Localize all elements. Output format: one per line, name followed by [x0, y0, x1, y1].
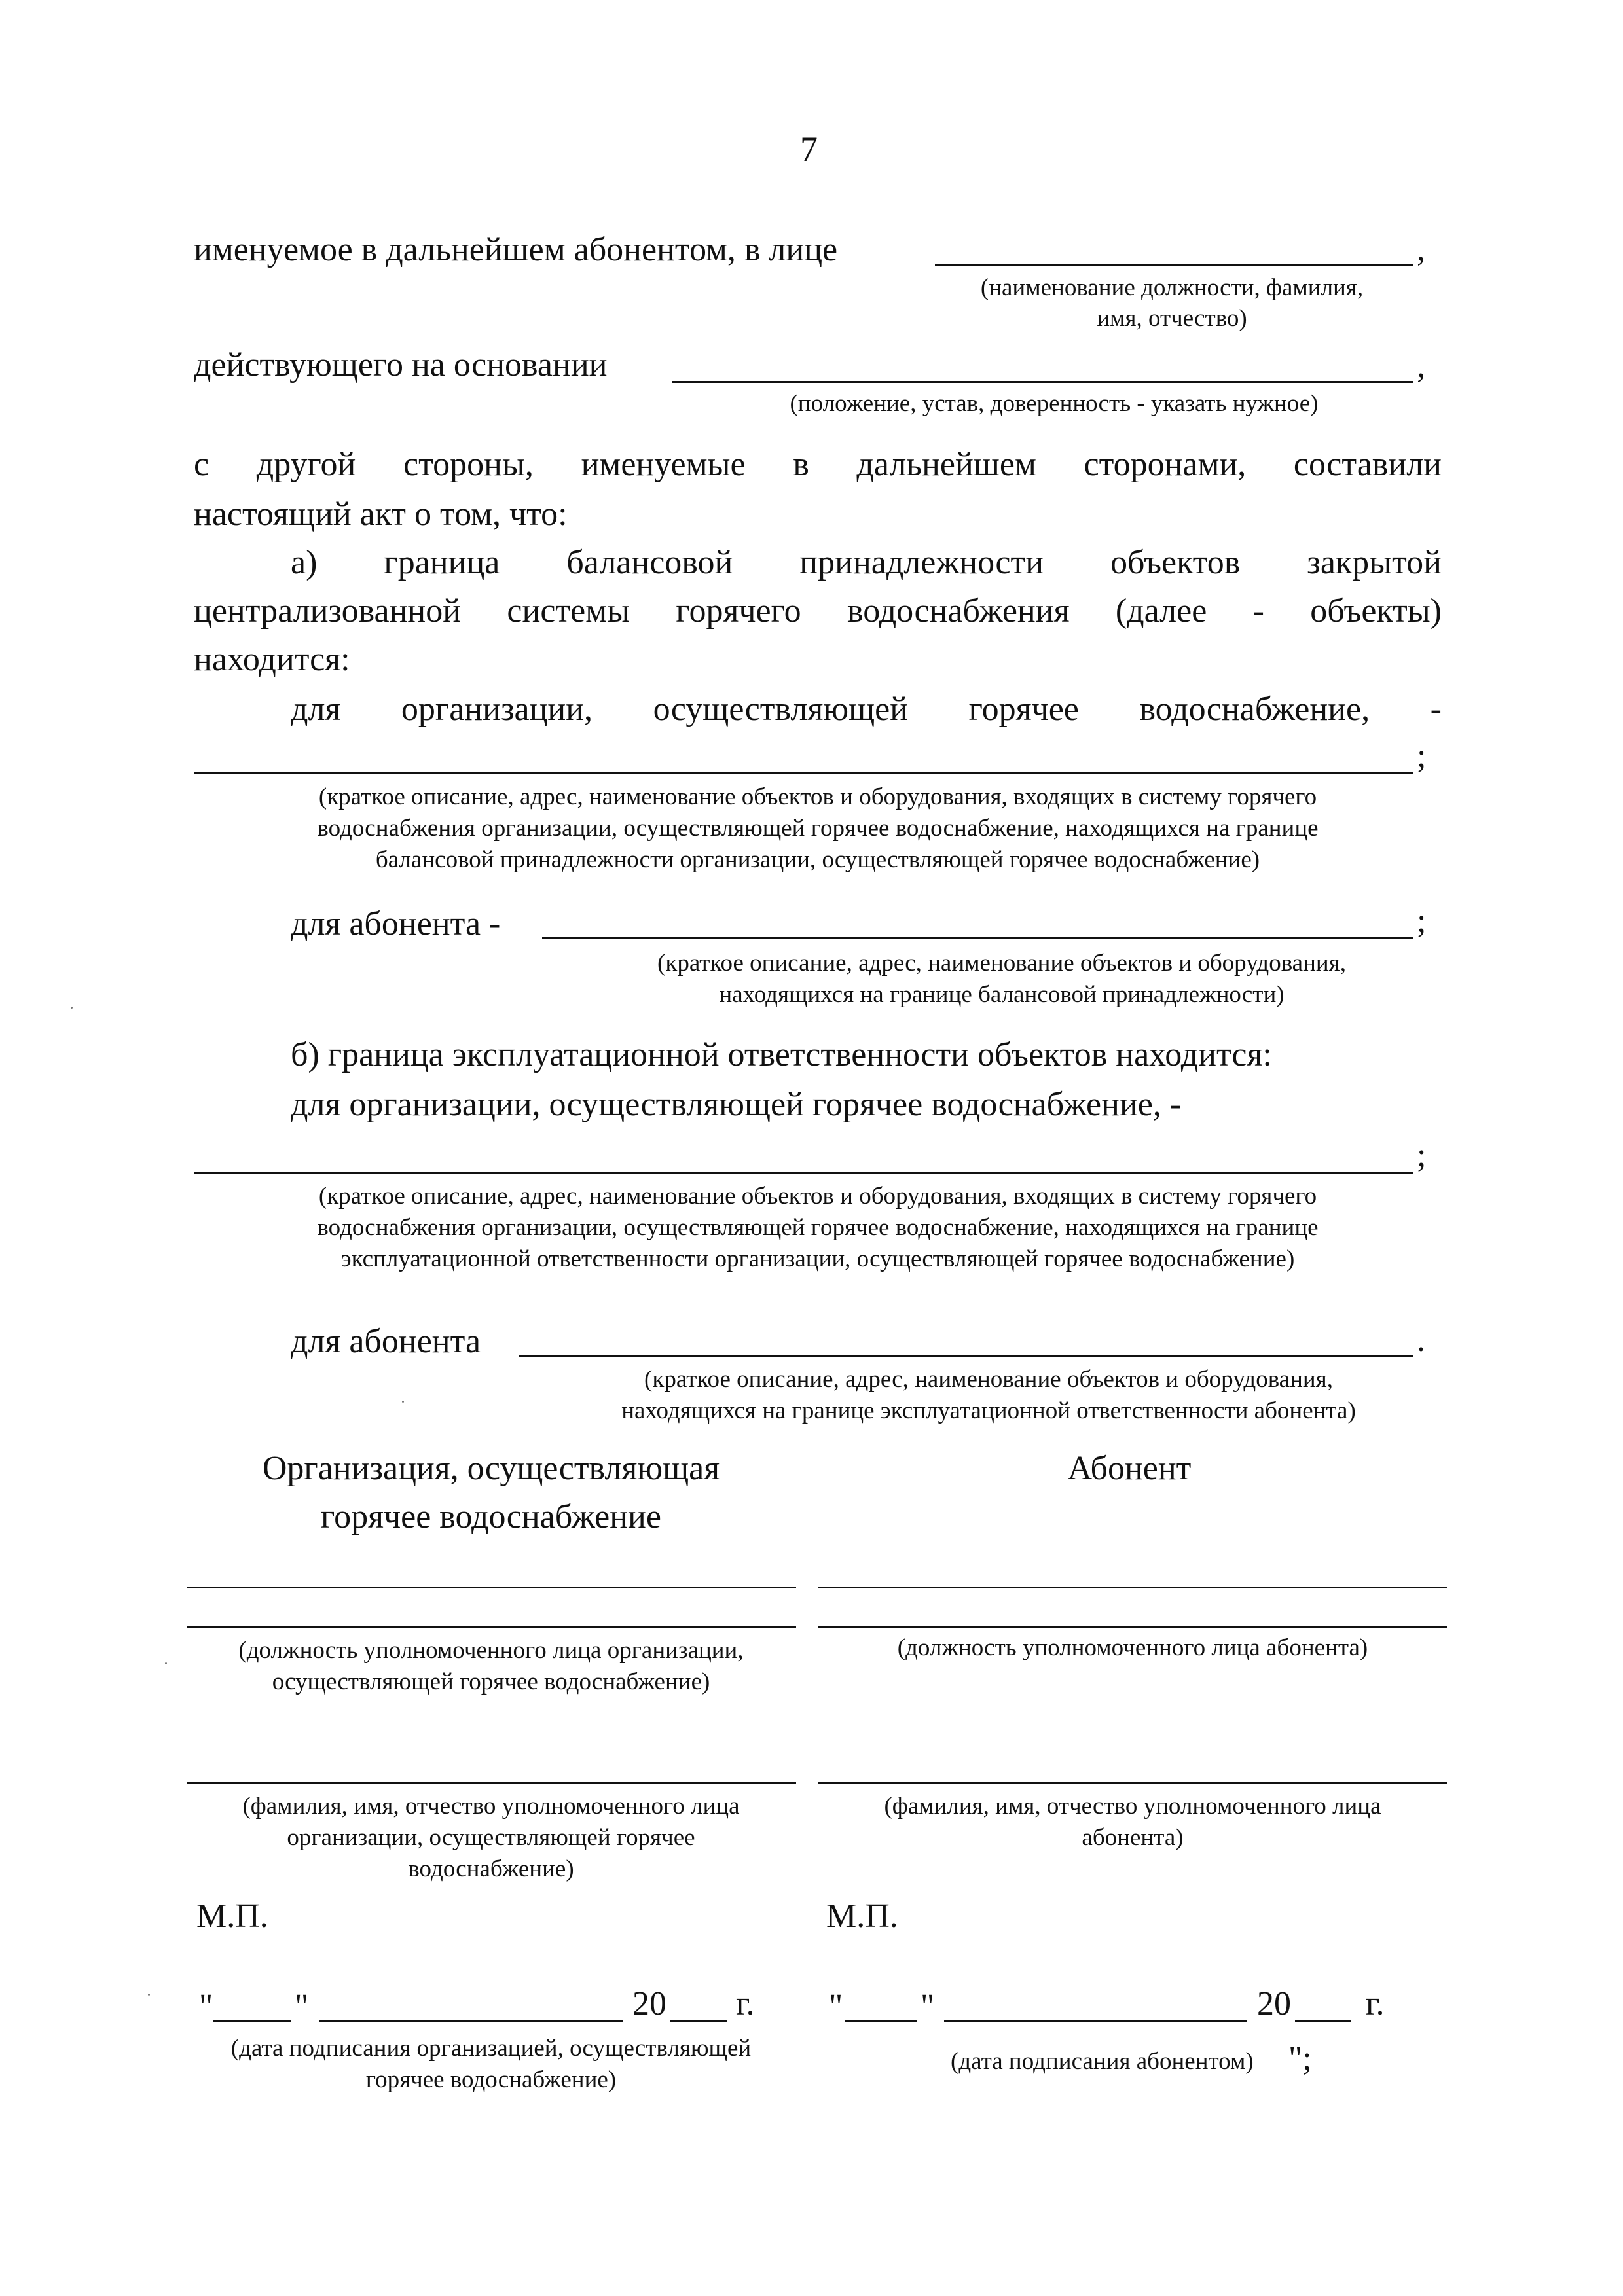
abon-balance-semicolon: ;	[1417, 903, 1427, 940]
row2-fill-line	[672, 381, 1413, 383]
scan-speck	[402, 1401, 404, 1403]
right-date-quote-close: "	[921, 1988, 935, 2025]
right-heading: Абонент	[1067, 1450, 1192, 1487]
left-date-quote-open: "	[199, 1988, 213, 2025]
right-position-caption: (должность уполномоченного лица абонента)	[897, 1634, 1368, 1661]
org-balance-semicolon: ;	[1417, 738, 1427, 775]
org-balance-caption-3: балансовой принадлежности организации, осуществляющей горячее водоснабжение)	[375, 846, 1260, 873]
abon-exploit-fill-line	[519, 1355, 1413, 1357]
left-date-caption-2: горячее водоснабжение)	[365, 2066, 617, 2093]
row1-fill-line	[935, 264, 1413, 266]
right-stamp: М.П.	[826, 1897, 898, 1935]
left-date-month-line	[319, 2020, 623, 2022]
scan-speck	[71, 1007, 73, 1009]
left-name-caption-3: водоснабжение)	[408, 1856, 574, 1882]
org-exploit-caption-2: водоснабжения организации, осуществляющей горячее водоснабжение, находящихся на границе	[317, 1214, 1319, 1241]
right-date-caption: (дата подписания абонентом)	[951, 2048, 1254, 2075]
left-date-quote-close: "	[295, 1988, 309, 2025]
right-date-year-line	[1295, 2020, 1351, 2022]
right-date-year: 20	[1257, 1985, 1291, 2022]
scan-speck	[165, 1662, 167, 1664]
left-heading-2: горячее водоснабжение	[321, 1498, 661, 1535]
abon-balance-caption-2: находящихся на границе балансовой принадлежности)	[719, 981, 1285, 1008]
left-position-caption-1: (должность уполномоченного лица организации,	[238, 1637, 744, 1664]
left-heading-1: Организация, осуществляющая	[262, 1450, 720, 1487]
abon-balance-fill-line	[542, 937, 1413, 939]
para-b-line1: б) граница эксплуатационной ответственности объектов находится:	[291, 1036, 1272, 1073]
org-exploit-semicolon: ;	[1417, 1137, 1427, 1174]
left-date-year-suffix: г.	[736, 1985, 755, 2022]
row1-comma: ,	[1417, 231, 1425, 268]
left-date-day-line	[213, 2020, 291, 2022]
right-name-line	[818, 1782, 1447, 1784]
left-stamp: М.П.	[196, 1897, 268, 1935]
row2-comma: ,	[1417, 348, 1425, 385]
org-exploit-caption-3: эксплуатационной ответственности организации, осуществляющей горячее водоснабжение)	[340, 1246, 1295, 1272]
right-name-caption-2: абонента)	[1082, 1824, 1184, 1851]
org-balance-caption-2: водоснабжения организации, осуществляющей горячее водоснабжение, находящихся на границе	[317, 815, 1319, 842]
org-exploit-fill-line	[194, 1172, 1413, 1174]
left-position-caption-2: осуществляющей горячее водоснабжение)	[272, 1668, 710, 1695]
para-c-line1: с другой стороны, именуемые в дальнейшем сторонами, составили	[194, 446, 1442, 483]
right-name-caption-1: (фамилия, имя, отчество уполномоченного лица	[884, 1793, 1381, 1820]
right-date-day-line	[845, 2020, 917, 2022]
left-date-year: 20	[632, 1985, 666, 2022]
org-balance-fill-line	[194, 772, 1413, 774]
page-number: 7	[800, 130, 818, 169]
abon-exploit-caption-2: находящихся на границе эксплуатационной ответственности абонента)	[621, 1397, 1356, 1424]
para-a-line2: централизованной системы горячего водоснабжения (далее - объекты)	[194, 592, 1442, 630]
left-name-caption-2: организации, осуществляющей горячее	[287, 1824, 695, 1851]
abon-exploit-period: .	[1417, 1321, 1425, 1359]
org-balance-caption-1: (краткое описание, адрес, наименование объектов и оборудования, входящих в систему горячего	[318, 783, 1317, 810]
right-signature-line-2	[818, 1626, 1447, 1628]
row2-caption: (положение, устав, доверенность - указать нужное)	[790, 390, 1319, 417]
abon-exploit-caption-1: (краткое описание, адрес, наименование объектов и оборудования,	[644, 1366, 1333, 1393]
right-date-quote-open: "	[829, 1988, 843, 2025]
right-date-year-suffix: г.	[1366, 1985, 1385, 2022]
abon-exploit-text: для абонента	[291, 1323, 481, 1360]
right-date-caption-end: ";	[1288, 2040, 1312, 2077]
org-exploit-caption-1: (краткое описание, адрес, наименование объектов и оборудования, входящих в систему горячего	[318, 1183, 1317, 1210]
left-name-caption-1: (фамилия, имя, отчество уполномоченного лица	[242, 1793, 740, 1820]
scan-speck	[148, 1994, 150, 1996]
left-date-caption-1: (дата подписания организацией, осуществляющей	[230, 2035, 752, 2062]
abon-balance-caption-1: (краткое описание, адрес, наименование объектов и оборудования,	[657, 950, 1346, 977]
right-date-month-line	[944, 2020, 1247, 2022]
row1-text: именуемое в дальнейшем абонентом, в лице	[194, 231, 838, 268]
right-signature-line-1	[818, 1587, 1447, 1588]
left-signature-line-1	[187, 1587, 796, 1588]
row1-caption-1: (наименование должности, фамилия,	[980, 274, 1364, 301]
para-c-line2: настоящий акт о том, что:	[194, 495, 568, 533]
row2-text: действующего на основании	[194, 346, 608, 384]
para-a-line1: а) граница балансовой принадлежности объектов закрытой	[291, 544, 1442, 581]
left-name-line	[187, 1782, 796, 1784]
left-signature-line-2	[187, 1626, 796, 1628]
row1-caption-2: имя, отчество)	[1097, 305, 1247, 332]
left-date-year-line	[670, 2020, 727, 2022]
para-b-line2: для организации, осуществляющей горячее водоснабжение, -	[291, 1086, 1182, 1123]
org-balance-text: для организации, осуществляющей горячее водоснабжение, -	[291, 691, 1442, 728]
abon-balance-text: для абонента -	[291, 905, 501, 942]
para-a-line3: находится:	[194, 641, 350, 678]
